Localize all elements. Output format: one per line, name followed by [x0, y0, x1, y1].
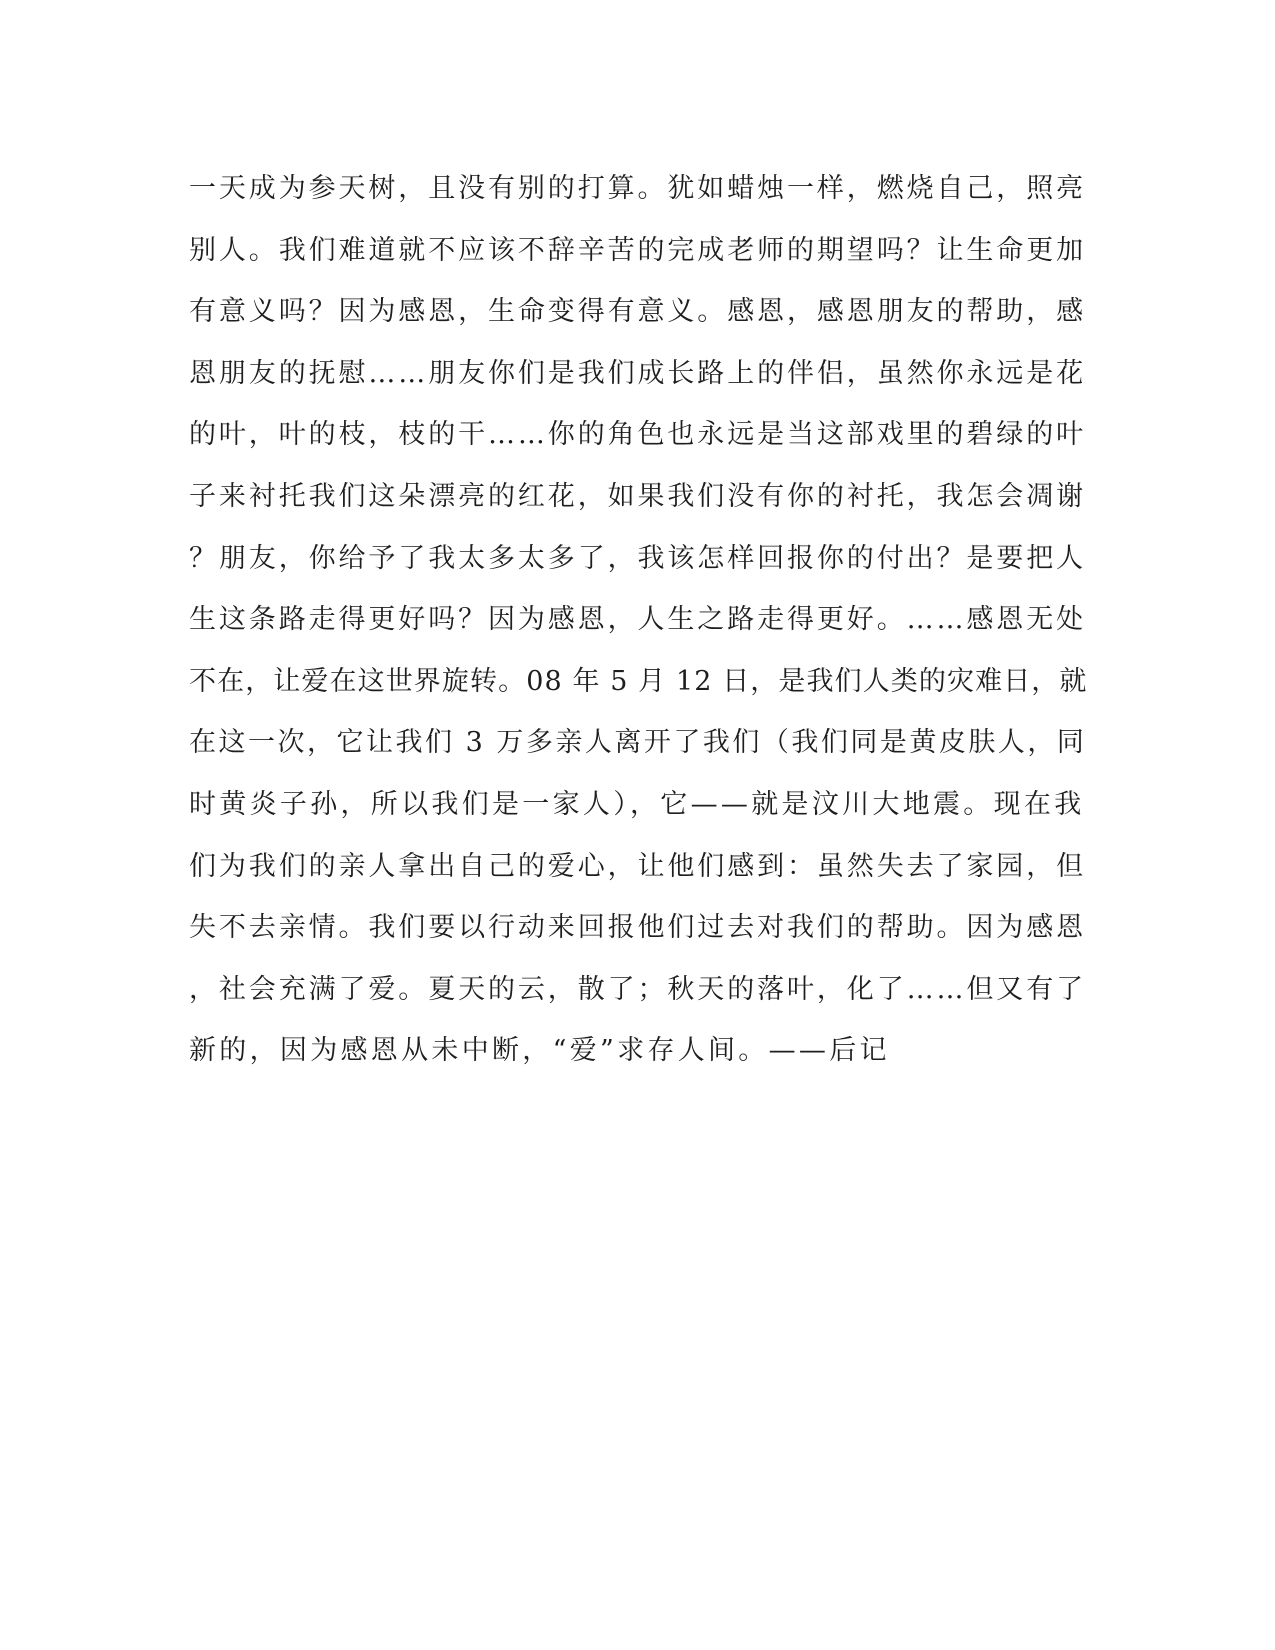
body-text	[189, 158, 1089, 1082]
text-line-5: 的叶，叶的枝，枝的干……你的角色也永远是当这部戏里的碧绿的叶	[189, 419, 1086, 451]
text-line-10: 在这一次，它让我们 3 万多亲人离开了我们（我们同是黄皮肤人，同	[189, 727, 1087, 759]
text-line-15: 新的，因为感恩从未中断，“爱”求存人间。——后记	[189, 1035, 890, 1067]
text-line-14: ，社会充满了爱。夏天的云，散了；秋天的落叶，化了……但又有了	[189, 973, 1086, 1005]
text-line-9: 不在，让爱在这世界旋转。08 年 5 月 12 日，是我们人类的灾难日，就	[189, 665, 1088, 697]
text-line-6: 子来衬托我们这朵漂亮的红花，如果我们没有你的衬托，我怎会凋谢	[189, 480, 1086, 512]
text-line-3: 有意义吗？因为感恩，生命变得有意义。感恩，感恩朋友的帮助，感	[189, 296, 1086, 328]
text-line-11: 时黄炎子孙，所以我们是一家人），它——就是汶川大地震。现在我	[189, 788, 1085, 820]
text-line-7: ？朋友，你给予了我太多太多了，我该怎样回报你的付出？是要把人	[189, 542, 1086, 574]
text-line-4: 恩朋友的抚慰……朋友你们是我们成长路上的伴侣，虽然你永远是花	[189, 357, 1086, 389]
text-line-13: 失不去亲情。我们要以行动来回报他们过去对我们的帮助。因为感恩	[189, 912, 1086, 944]
text-line-8: 生这条路走得更好吗？因为感恩，人生之路走得更好。……感恩无处	[189, 604, 1086, 636]
text-line-2: 别人。我们难道就不应该不辞辛苦的完成老师的期望吗？让生命更加	[189, 234, 1086, 266]
text-line-12: 们为我们的亲人拿出自己的爱心，让他们感到：虽然失去了家园，但	[189, 850, 1086, 882]
text-line-1: 一天成为参天树，且没有别的打算。犹如蜡烛一样，燃烧自己，照亮	[189, 173, 1086, 204]
